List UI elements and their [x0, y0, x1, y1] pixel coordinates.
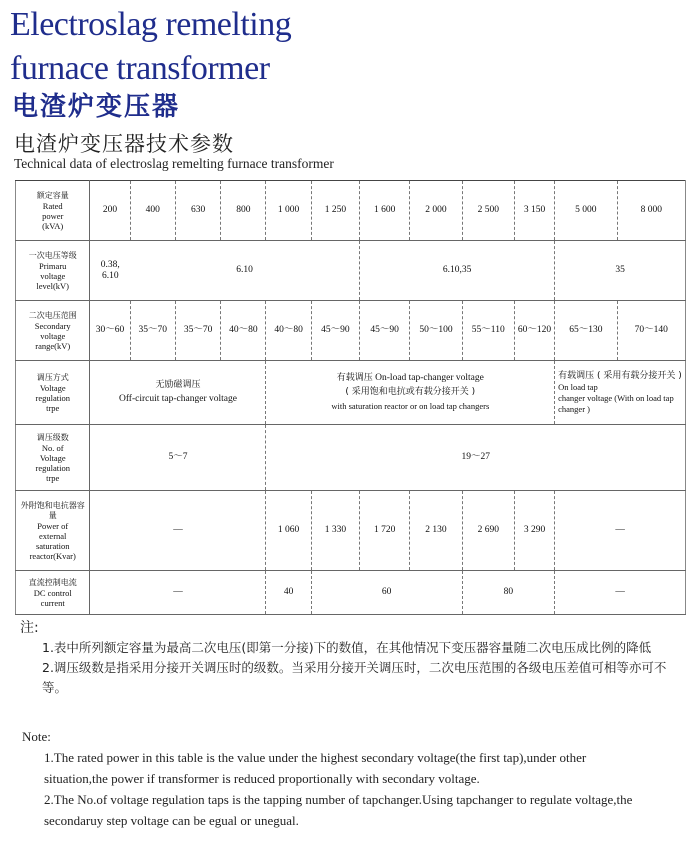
notes-cn-item-1: 1.表中所列额定容量为最高二次电压(即第一分接)下的数值，在其他情况下变压器容量随二次电压成比例的降低: [42, 640, 652, 655]
notes-cn-item-2: 2.调压级数是指采用分接开关调压时的级数。当采用分接开关调压时，二次电压范围的各级电压差值可相等亦可不等。: [42, 660, 667, 695]
table-cell: —: [555, 491, 686, 571]
table-cell: 2 130: [410, 491, 462, 571]
cell-line: 6.10: [101, 270, 119, 281]
table-cell: 5～7: [90, 425, 266, 491]
cell-line: ( 采用饱和电抗或有载分接开关 ): [345, 387, 476, 397]
notes-en-item-1: 1.The rated power in this table is the value under the highest secondary voltage(the first tap),under other situation,the power if transformer is reduced proportionally with secondary voltage.: [44, 750, 587, 786]
label-en: DC control: [33, 587, 72, 598]
table-cell: [90, 361, 266, 425]
table-cell: 19～27: [266, 425, 686, 491]
label-en: (kVA): [42, 220, 64, 231]
subtitle-en: Technical data of electroslag remelting furnace transformer: [14, 156, 334, 171]
row-header: [16, 491, 90, 571]
label-en: Secondary: [34, 320, 71, 331]
table-cell: 5 000: [555, 181, 617, 241]
label-en: Rated: [42, 200, 63, 211]
row-reactor-capacity: [16, 491, 686, 571]
table-cell: [555, 361, 686, 425]
label-en: Power of: [37, 520, 69, 531]
table-cell: 40～80: [221, 301, 266, 361]
label-en: saturation: [35, 540, 70, 551]
label-en: No. of: [41, 442, 64, 453]
table-cell: 1 250: [311, 181, 359, 241]
cell-line: changer voltage (With on load tap changer ): [558, 392, 674, 414]
notes-cn-heading: 注:: [20, 620, 39, 636]
row-rated-power: [16, 181, 686, 241]
row-header: [16, 571, 90, 615]
label-cn: 直流控制电流: [28, 577, 77, 587]
label-en: external: [39, 530, 67, 541]
label-cn: 调压方式: [36, 372, 69, 382]
label-cn: 二次电压范围: [28, 310, 77, 320]
table-cell: 1 330: [311, 491, 359, 571]
table-cell: 2 690: [462, 491, 514, 571]
table-cell: 40: [266, 571, 311, 615]
table-cell: 8 000: [617, 181, 686, 241]
table-cell: 6.10,35: [360, 241, 555, 301]
table-cell: 60: [311, 571, 462, 615]
table-cell: 35～70: [175, 301, 220, 361]
table-cell: 1 600: [360, 181, 410, 241]
table-cell: 3 290: [514, 491, 554, 571]
table-cell: [90, 241, 130, 301]
table-cell: 630: [175, 181, 220, 241]
table-cell: 1 000: [266, 181, 311, 241]
row-regulation-steps: [16, 425, 686, 491]
table-cell: 45～90: [311, 301, 359, 361]
label-cn: 额定容量: [36, 190, 69, 200]
cell-line: Off-circuit tap-changer voltage: [118, 394, 237, 404]
row-dc-current: [16, 571, 686, 615]
label-en: power: [42, 210, 64, 221]
label-en: range(kV): [35, 340, 71, 351]
label-en: trpe: [46, 402, 60, 413]
table-cell: 6.10: [130, 241, 359, 301]
title-en-line2: furnace transformer: [10, 50, 270, 87]
table-cell: 35～70: [130, 301, 175, 361]
table-cell: [266, 361, 555, 425]
cell-line: 0.38,: [100, 259, 120, 270]
label-en: voltage: [40, 330, 66, 341]
table-cell: 50～100: [410, 301, 462, 361]
table-cell: —: [90, 571, 266, 615]
label-cn: 调压级数: [36, 432, 69, 442]
notes-en: [22, 726, 644, 831]
table-cell: 80: [462, 571, 555, 615]
label-en: trpe: [46, 472, 60, 483]
table-cell: 30～60: [90, 301, 130, 361]
table-cell: 2 000: [410, 181, 462, 241]
table-cell: 70～140: [617, 301, 686, 361]
row-secondary-range: [16, 301, 686, 361]
table-cell: 400: [130, 181, 175, 241]
cell-line: On load tap: [558, 381, 598, 392]
cell-line: 无励磁调压: [155, 380, 201, 390]
label-en: current: [40, 597, 65, 608]
table-cell: 55～110: [462, 301, 514, 361]
table-cell: 1 720: [360, 491, 410, 571]
label-cn: 一次电压等级: [28, 250, 77, 260]
label-en: level(kV): [36, 280, 69, 291]
row-header: [16, 181, 90, 241]
table-cell: —: [555, 571, 686, 615]
cell-line: 有载调压 ( 采用有载分接开关 ): [558, 370, 682, 381]
table-cell: 800: [221, 181, 266, 241]
label-en: voltage: [40, 270, 66, 281]
label-en: reactor(Kvar): [29, 550, 76, 561]
table-cell: —: [90, 491, 266, 571]
table-cell: 200: [90, 181, 130, 241]
table-cell: 40～80: [266, 301, 311, 361]
technical-data-table: [15, 180, 686, 615]
row-header: [16, 241, 90, 301]
label-en: regulation: [35, 462, 70, 473]
notes-en-heading: Note:: [22, 729, 51, 744]
row-regulation-mode: [16, 361, 686, 425]
label-cn: 外附饱和电抗器容量: [20, 500, 85, 520]
subtitle-cn: 电渣炉变压器技术参数: [14, 132, 234, 156]
row-header: [16, 361, 90, 425]
notes-en-item-2: 2.The No.of voltage regulation taps is the tapping number of tapchanger.Using tapchanger to regulate voltage,the secondaruy step voltage can be egual or unegual.: [44, 792, 633, 828]
cell-text: 有载调压: [336, 373, 373, 383]
label-en: Voltage: [39, 382, 66, 393]
row-header: [16, 301, 90, 361]
label-en: regulation: [35, 392, 70, 403]
table-cell: 35: [555, 241, 686, 301]
title-en-line1: Electroslag remelting: [10, 6, 292, 43]
label-en: Voltage: [39, 452, 66, 463]
table-cell: 2 500: [462, 181, 514, 241]
table-cell: 60～120: [514, 301, 554, 361]
notes-cn: [20, 618, 672, 698]
row-header: [16, 425, 90, 491]
table-cell: 65～130: [555, 301, 617, 361]
title-cn: 电渣炉变压器: [12, 92, 181, 122]
label-en: Primaru: [39, 260, 67, 271]
table-cell: 3 150: [514, 181, 554, 241]
cell-line: with saturation reactor or on load tap changers: [331, 401, 490, 411]
cell-text: On-load tap-changer voltage: [375, 373, 484, 383]
table-cell: 45～90: [360, 301, 410, 361]
row-primary-voltage: [16, 241, 686, 301]
table-cell: 1 060: [266, 491, 311, 571]
